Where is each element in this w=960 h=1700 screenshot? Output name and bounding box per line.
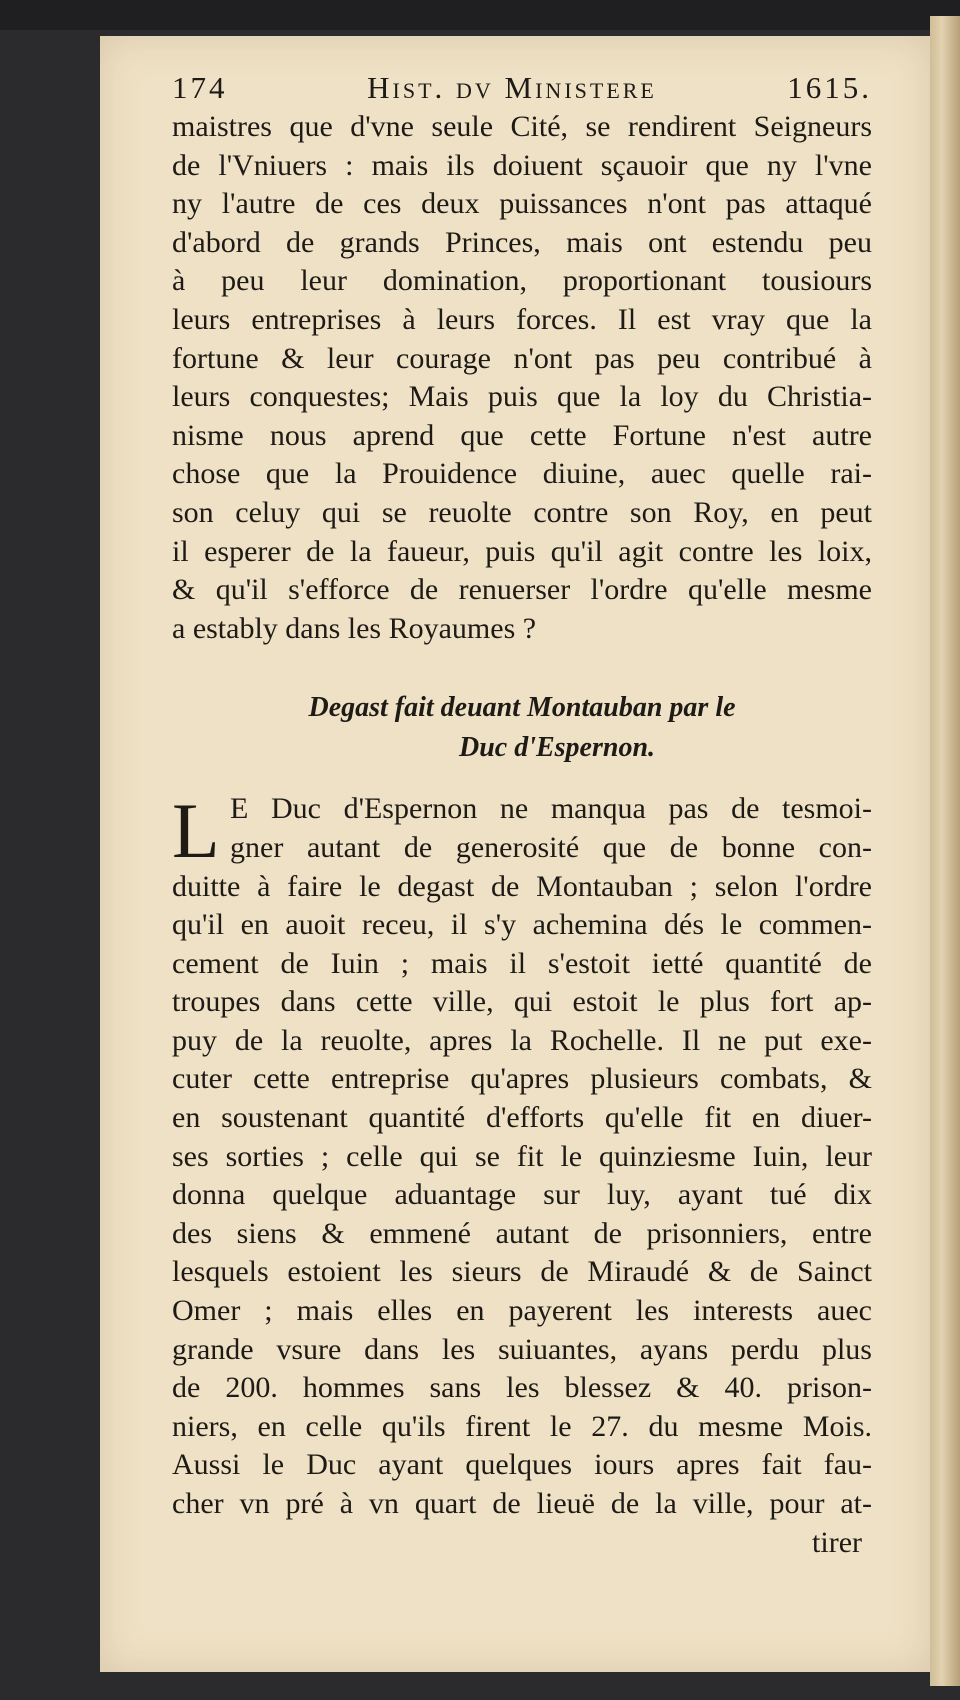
text-line: E Duc d'Espernon ne manqua pas de tesmoi- bbox=[230, 792, 872, 826]
drop-cap: L bbox=[172, 787, 220, 875]
text-line: donna quelque aduantage sur luy, ayant tué dix bbox=[172, 1178, 872, 1212]
running-header bbox=[172, 70, 872, 108]
text-line: de l'Vniuers : mais ils doiuent sçauoir que ny l'vne bbox=[172, 148, 872, 182]
page-edge-right bbox=[930, 16, 960, 1686]
text-line: il esperer de la faueur, puis qu'il agit contre les loix, bbox=[172, 534, 872, 568]
text-line: a estably dans les Royaumes ? bbox=[172, 611, 537, 645]
page-text bbox=[172, 70, 872, 1562]
scan-border-top bbox=[0, 0, 960, 30]
text-line: cement de Iuin ; mais il s'estoit ietté quantité de bbox=[172, 946, 872, 980]
text-line: cher vn pré à vn quart de lieuë de la ville, pour at- bbox=[172, 1487, 872, 1520]
text-line: niers, en celle qu'ils firent le 27. du mesme Mois. bbox=[172, 1409, 872, 1443]
text-line: fortune & leur courage n'ont pas peu contribué à bbox=[172, 341, 872, 375]
text-line: d'abord de grands Princes, mais ont estendu peu bbox=[172, 225, 872, 259]
text-line: nisme nous aprend que cette Fortune n'est autre bbox=[172, 418, 872, 452]
text-line: chose que la Prouidence diuine, auec quelle rai- bbox=[172, 457, 872, 491]
text-line: troupes dans cette ville, qui estoit le plus fort ap- bbox=[172, 985, 872, 1019]
running-title: Hist. dv Ministere bbox=[367, 70, 657, 105]
text-line: à peu leur domination, proportionant tousiours bbox=[172, 264, 872, 298]
text-line: qu'il en auoit receu, il s'y achemina dés le commen- bbox=[172, 908, 872, 942]
text-line: en soustenant quantité d'efforts qu'elle fit en diuer- bbox=[172, 1101, 872, 1135]
section-heading-line: Duc d'Espernon. bbox=[458, 732, 656, 764]
text-line: lesquels estoient les sieurs de Miraudé & de Sainct bbox=[172, 1255, 872, 1289]
text-line: & qu'il s'efforce de renuerser l'ordre qu'elle mesme bbox=[172, 573, 872, 607]
text-line: des siens & emmené autant de prisonniers, entre bbox=[172, 1216, 872, 1250]
catchword: tirer bbox=[812, 1525, 862, 1559]
text-line: duitte à faire le degast de Montauban ; selon l'ordre bbox=[172, 869, 872, 903]
text-line: son celuy qui se reuolte contre son Roy, en peut bbox=[172, 495, 872, 529]
text-line: Omer ; mais elles en payerent les interests auec bbox=[172, 1294, 872, 1328]
text-line: gner autant de generosité que de bonne con- bbox=[230, 830, 872, 864]
text-line: grande vsure dans les suiuantes, ayans perdu plus bbox=[172, 1332, 872, 1366]
text-line: Aussi le Duc ayant quelques iours apres fait fau- bbox=[172, 1448, 872, 1482]
text-line: puy de la reuolte, apres la Rochelle. Il ne put exe- bbox=[172, 1023, 872, 1057]
header-year: 1615. bbox=[787, 70, 872, 105]
text-line: ses sorties ; celle qui se fit le quinziesme Iuin, leur bbox=[172, 1139, 872, 1173]
paragraph-2 bbox=[172, 787, 872, 1523]
section-heading bbox=[172, 688, 872, 768]
paragraph-1 bbox=[172, 108, 872, 648]
text-line: cuter cette entreprise qu'apres plusieurs combats, & bbox=[172, 1062, 872, 1096]
text-line: leurs entreprises à leurs forces. Il est vray que la bbox=[172, 302, 872, 336]
text-line: ny l'autre de ces deux puissances n'ont pas attaqué bbox=[172, 187, 872, 221]
text-line: maistres que d'vne seule Cité, se rendirent Seigneurs bbox=[172, 110, 872, 143]
page-number: 174 bbox=[172, 70, 228, 105]
text-line: de 200. hommes sans les blessez & 40. prison- bbox=[172, 1371, 872, 1405]
text-line: leurs conquestes; Mais puis que la loy du Christia- bbox=[172, 380, 872, 414]
section-heading-line: Degast fait deuant Montauban par le bbox=[308, 692, 736, 724]
